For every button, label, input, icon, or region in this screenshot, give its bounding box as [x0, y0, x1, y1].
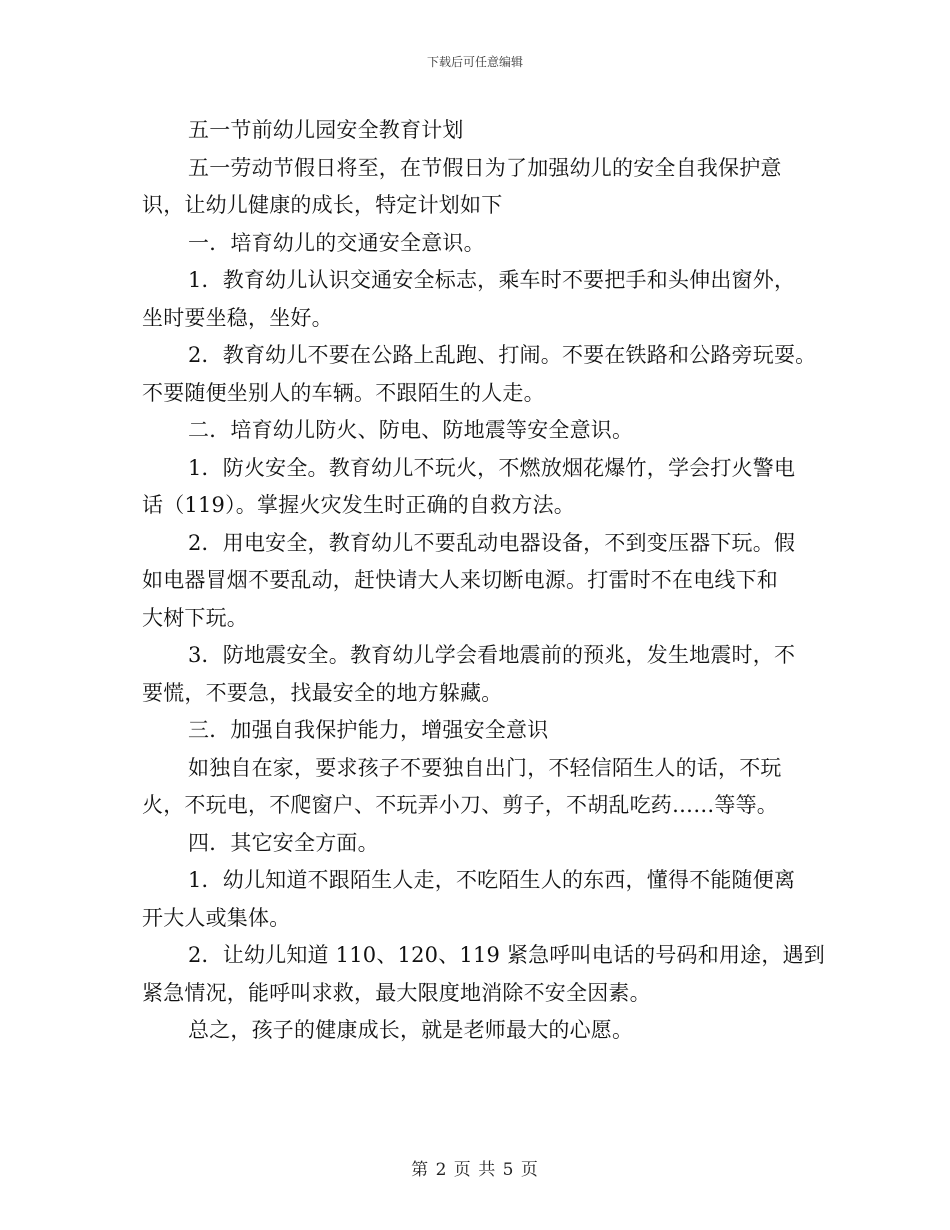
paragraph-line: 2．让幼儿知道 110、120、119 紧急呼叫电话的号码和用途，遇到	[188, 943, 825, 967]
paragraph-line: 开大人或集体。	[142, 905, 291, 930]
section-heading: 四．其它安全方面。	[188, 830, 379, 855]
paragraph-line: 1．教育幼儿认识交通安全标志，乘车时不要把手和头伸出窗外，	[188, 268, 796, 292]
paragraph-line: 识，让幼儿健康的成长，特定计划如下	[142, 193, 503, 217]
section-heading: 三．加强自我保护能力，增强安全意识	[188, 718, 549, 742]
paragraph-line: 如独自在家，要求孩子不要独自出门，不轻信陌生人的话，不玩	[188, 755, 782, 780]
document-title: 五一节前幼儿园安全教育计划	[188, 118, 464, 142]
document-body	[142, 112, 825, 1050]
paragraph-line: 火，不玩电，不爬窗户、不玩弄小刀、剪子，不胡乱吃药……等等。	[142, 793, 778, 817]
paragraph-line: 1．幼儿知道不跟陌生人走，不吃陌生人的东西，懂得不能随便离	[188, 868, 796, 892]
section-heading: 一．培育幼儿的交通安全意识。	[188, 230, 485, 255]
paragraph-line: 话（119）。掌握火灾发生时正确的自救方法。	[142, 493, 575, 517]
paragraph-line: 大树下玩。	[142, 605, 248, 630]
paragraph-line: 五一劳动节假日将至，在节假日为了加强幼儿的安全自我保护意	[188, 155, 782, 180]
paragraph-line: 2．用电安全，教育幼儿不要乱动电器设备，不到变压器下玩。假	[188, 530, 796, 555]
page-header-note: 下载后可任意编辑	[426, 55, 523, 69]
page-number: 第 2 页 共 5 页	[411, 1160, 539, 1180]
paragraph-line: 1．防火安全。教育幼儿不玩火，不燃放烟花爆竹，学会打火警电	[188, 455, 796, 480]
paragraph-line: 紧急情况，能呼叫求救，最大限度地消除不安全因素。	[142, 980, 651, 1005]
closing-line: 总之，孩子的健康成长，就是老师最大的心愿。	[188, 1018, 634, 1042]
section-heading: 二．培育幼儿防火、防电、防地震等安全意识。	[188, 418, 634, 442]
paragraph-line: 不要随便坐别人的车辆。不跟陌生的人走。	[142, 380, 545, 405]
paragraph-line: 要慌，不要急，找最安全的地方躲藏。	[142, 680, 503, 705]
paragraph-line: 2．教育幼儿不要在公路上乱跑、打闹。不要在铁路和公路旁玩耍。	[188, 343, 817, 367]
paragraph-line: 如电器冒烟不要乱动，赶快请大人来切断电源。打雷时不在电线下和	[142, 568, 778, 592]
paragraph-line: 3．防地震安全。教育幼儿学会看地震前的预兆，发生地震时，不	[188, 643, 796, 667]
paragraph-line: 坐时要坐稳，坐好。	[142, 305, 333, 330]
